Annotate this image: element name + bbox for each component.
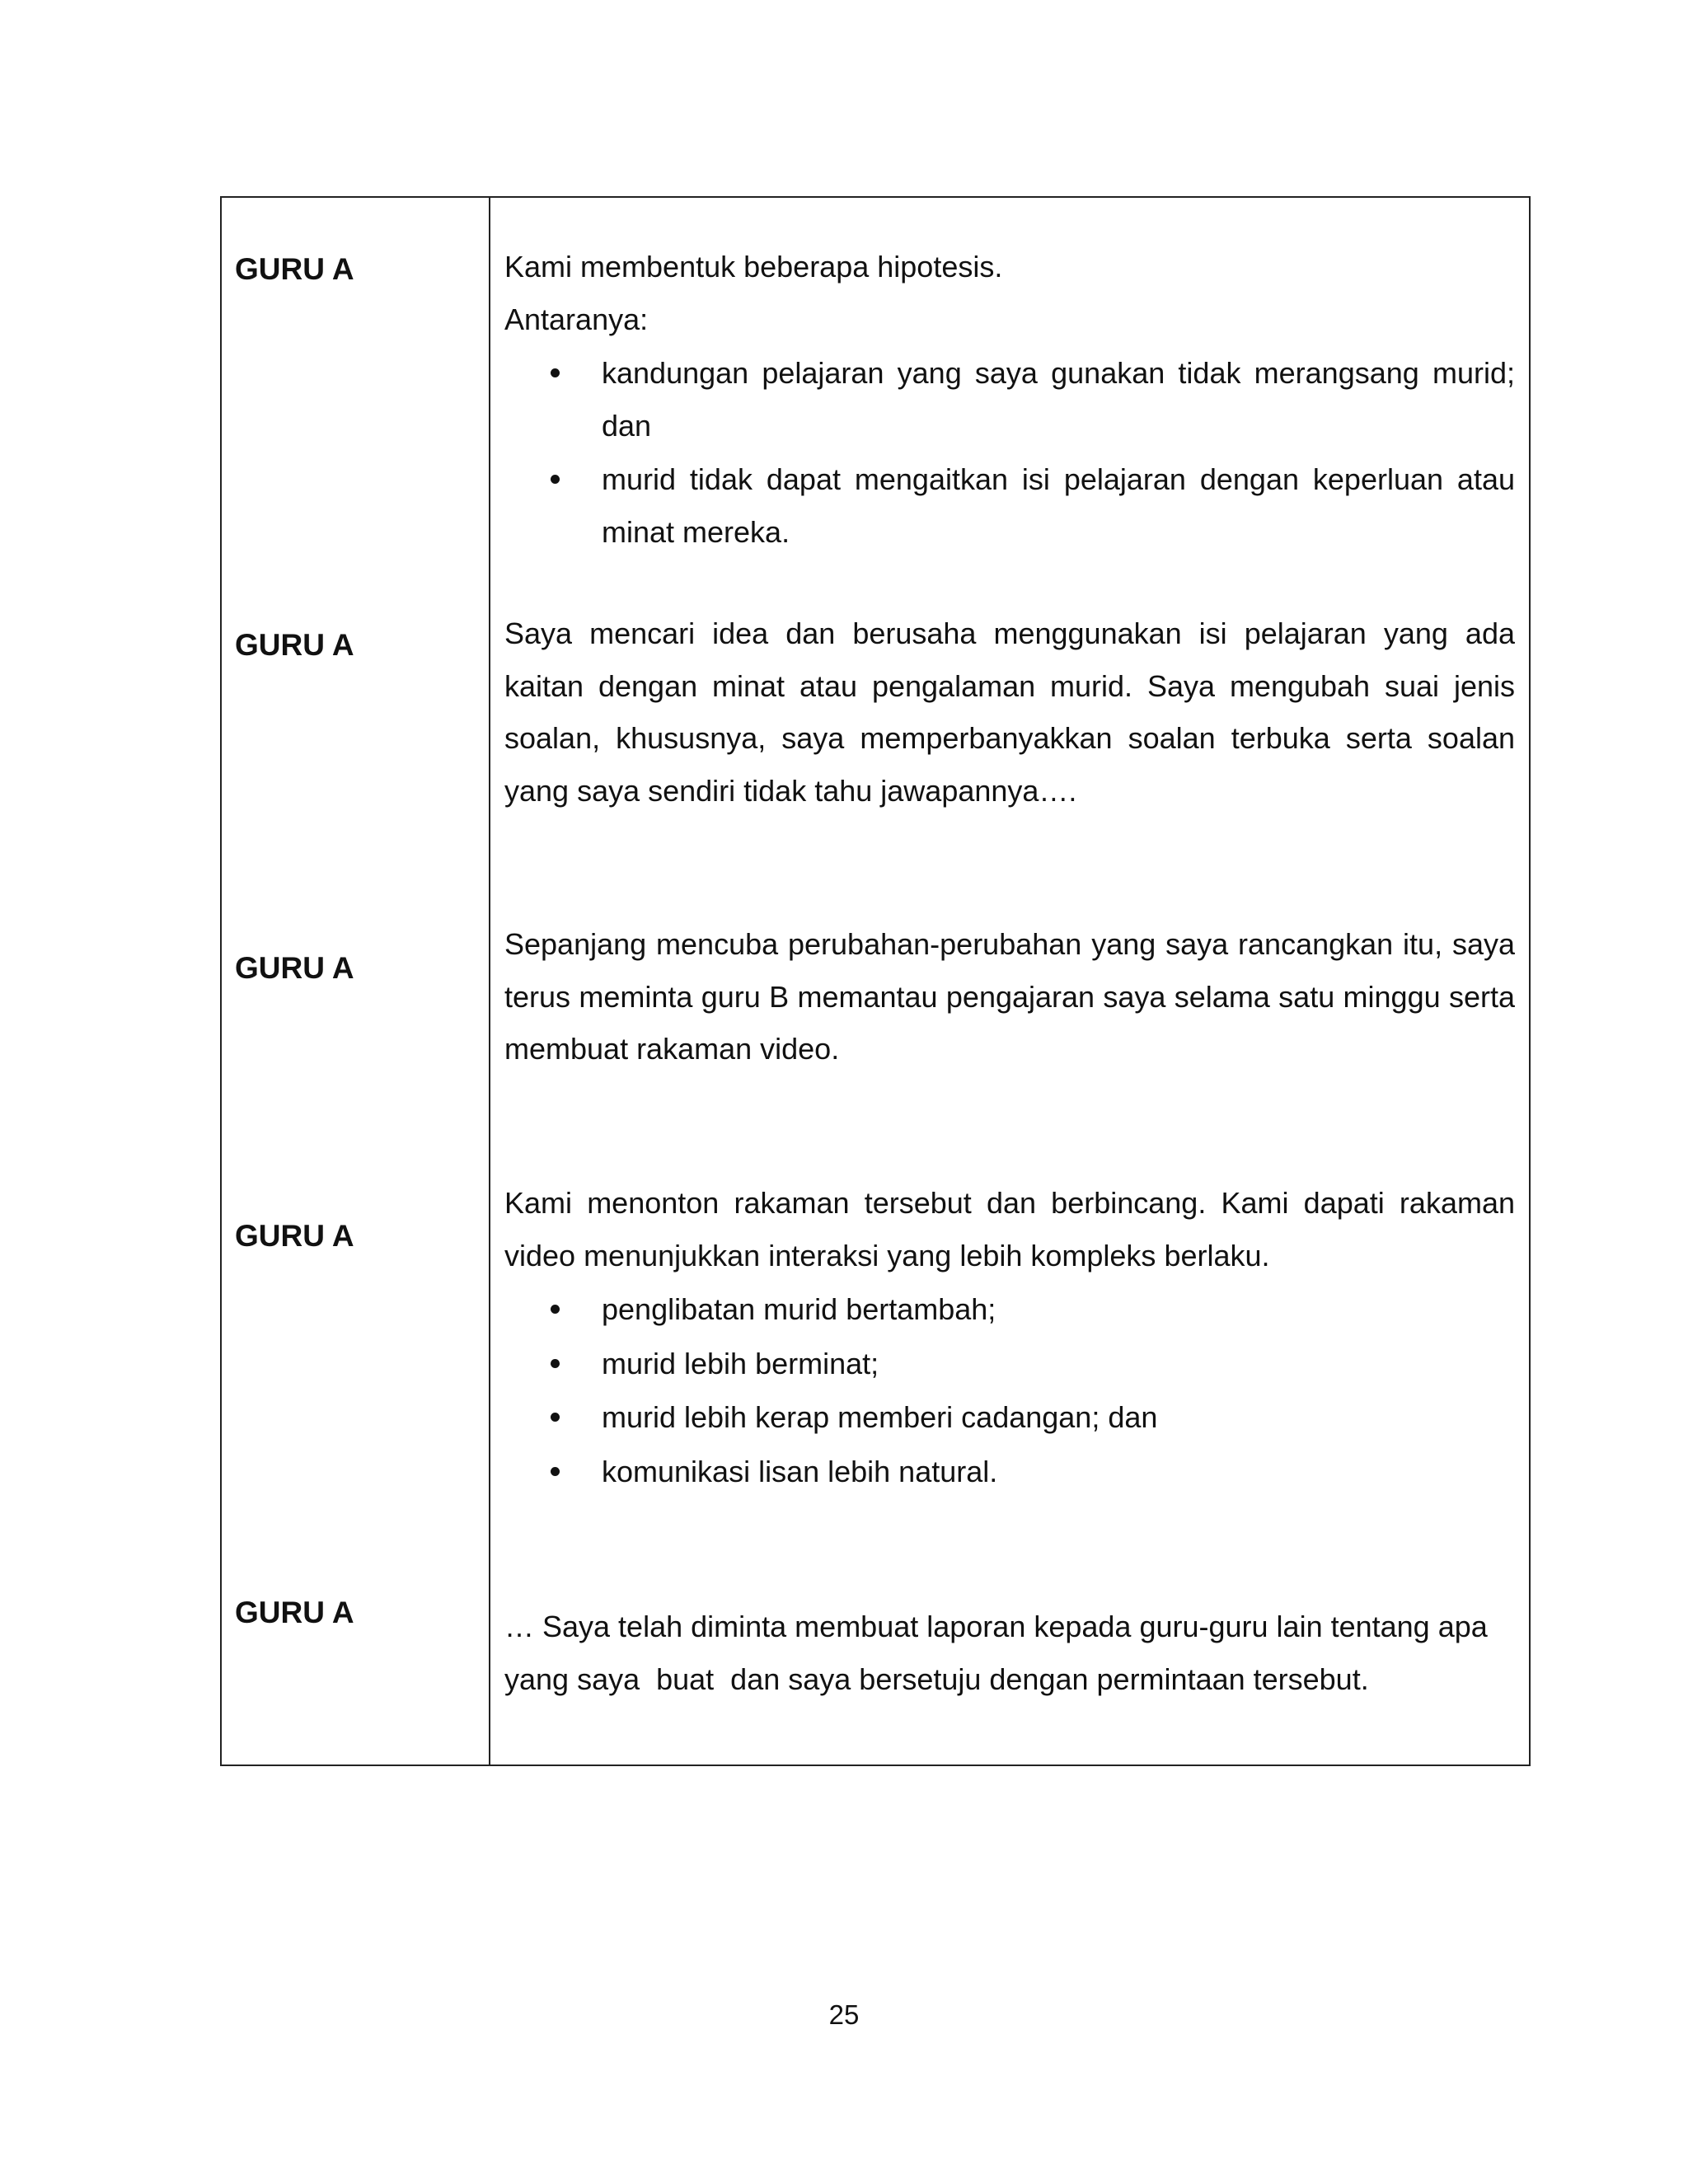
dialogue-cell xyxy=(504,918,1515,1076)
list-item xyxy=(602,1446,1515,1498)
list-item xyxy=(602,453,1515,558)
list-item xyxy=(602,1338,1515,1390)
page-number: 25 xyxy=(828,1999,860,2030)
bullet-icon xyxy=(551,1305,560,1314)
list-item xyxy=(602,1283,1515,1336)
list-item xyxy=(602,1391,1515,1444)
list-item-text: kandungan pelajaran yang saya gunakan tidak merangsang murid; dan xyxy=(602,356,1515,443)
table-column-divider xyxy=(489,198,490,1765)
paragraph: Kami membentuk beberapa hipotesis. xyxy=(504,250,1003,284)
bullet-list xyxy=(504,347,1515,558)
paragraph: Antaranya: xyxy=(504,302,649,336)
dialogue-cell xyxy=(504,607,1515,817)
bullet-icon xyxy=(551,1359,560,1368)
paragraph: Saya mencari idea dan berusaha menggunakan isi pelajaran yang ada kaitan dengan minat atau pengalaman murid. Saya mengubah suai jenis soalan, khususnya, saya memperbanyakkan soalan terbuka serta soalan yang saya sendiri tidak tahu jawapannya…. xyxy=(504,616,1515,808)
speaker-label: GURU A xyxy=(235,252,354,286)
speaker-label: GURU A xyxy=(235,1596,354,1629)
dialogue-cell xyxy=(504,1177,1515,1497)
bullet-icon xyxy=(551,475,560,484)
bullet-icon xyxy=(551,368,560,377)
list-item-text: murid lebih kerap memberi cadangan; dan xyxy=(602,1400,1158,1434)
list-item-text: komunikasi lisan lebih natural. xyxy=(602,1454,998,1488)
bullet-icon xyxy=(551,1467,560,1476)
dialogue-cell xyxy=(504,1601,1515,1705)
dialogue-cell xyxy=(504,241,1515,558)
speaker-label: GURU A xyxy=(235,1219,354,1253)
list-item xyxy=(602,347,1515,452)
list-item-text: murid tidak dapat mengaitkan isi pelajaran dengan keperluan atau minat mereka. xyxy=(602,462,1515,549)
paragraph: Kami menonton rakaman tersebut dan berbincang. Kami dapati rakaman video menunjukkan interaksi yang lebih kompleks berlaku. xyxy=(504,1186,1515,1272)
paragraph: … Saya telah diminta membuat laporan kepada guru-guru lain tentang apa yang saya buat dan saya bersetuju dengan permintaan tersebut. xyxy=(504,1610,1496,1696)
list-item-text: murid lebih berminat; xyxy=(602,1346,879,1380)
speaker-label: GURU A xyxy=(235,628,354,662)
paragraph: Sepanjang mencuba perubahan-perubahan yang saya rancangkan itu, saya terus meminta guru B memantau pengajaran saya selama satu minggu serta membuat rakaman video. xyxy=(504,927,1515,1066)
speaker-label: GURU A xyxy=(235,951,354,985)
bullet-icon xyxy=(551,1413,560,1422)
list-item-text: penglibatan murid bertambah; xyxy=(602,1292,996,1326)
bullet-list xyxy=(504,1283,1515,1497)
